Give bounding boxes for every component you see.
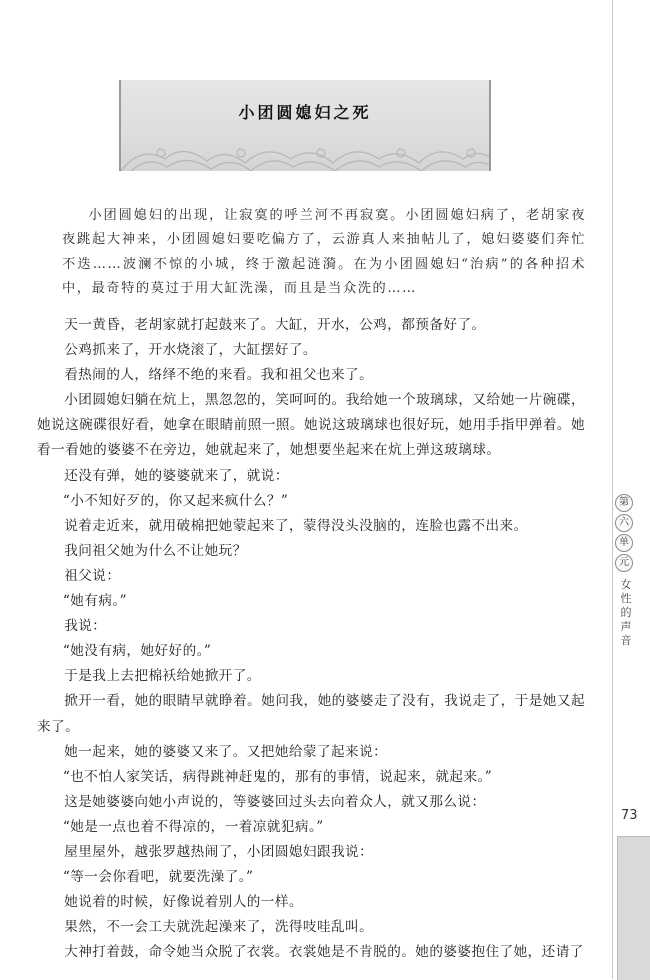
paragraph: 大神打着鼓，命令她当众脱了衣裳。衣裳她是不肯脱的。她的婆婆抱住了她，还请了 (64, 944, 584, 961)
paragraph: “她是一点也着不得凉的，一着凉就犯病。” (62, 818, 324, 835)
intro-paragraph: 小团圆媳妇的出现，让寂寞的呼兰河不再寂寞。小团圆媳妇病了，老胡家夜夜跳起大神来，小团圆媳妇要吃偏方了，云游真人来抽帖儿了，媳妇婆婆们奔忙不迭……波澜不惊的小城，终于激起涟漪。在为小团圆媳妇“治病”的各种招术中，最奇特的莫过于用大缸洗澡，而且是当众洗的…… (62, 208, 586, 297)
paragraph: “小不知好歹的，你又起来疯什么？” (62, 492, 289, 509)
paragraph: 祖父说： (64, 567, 121, 584)
page-title: 小团圆媳妇之死 (238, 103, 372, 122)
paragraph: 我说： (64, 618, 107, 635)
page-number: 73 (621, 808, 638, 823)
body-text (37, 313, 585, 965)
theme-char: 音 (620, 634, 632, 647)
paragraph: 果然，不一会工夫就洗起澡来了，洗得吱哇乱叫。 (64, 919, 374, 936)
page-edge-shade (617, 836, 650, 980)
paragraph: “她没有病，她好好的。” (62, 643, 212, 660)
unit-char: 第 (615, 494, 633, 512)
paragraph: 说着走近来，就用破棉把她蒙起来了，蒙得没头没脑的，连脸也露不出来。 (64, 517, 528, 534)
paragraph: 她一起来，她的婆婆又来了。又把她给蒙了起来说： (64, 743, 388, 760)
theme-char: 的 (620, 606, 632, 619)
title-banner (119, 80, 491, 171)
paragraph: 我问祖父她为什么不让她玩？ (64, 542, 247, 559)
paragraph: 于是我上去把棉袄给她掀开了。 (64, 668, 261, 685)
paragraph: 这是她婆婆向她小声说的，等婆婆回过头去向着众人，就又那么说： (64, 793, 486, 810)
paragraph: 屋里屋外，越张罗越热闹了，小团圆媳妇跟我说： (64, 843, 374, 860)
paragraph: 还没有弹，她的婆婆就来了，就说： (64, 467, 289, 484)
paragraph: 天一黄昏，老胡家就打起鼓来了。大缸，开水，公鸡，都预备好了。 (64, 317, 486, 333)
theme-char: 声 (620, 620, 632, 633)
paragraph: 掀开一看，她的眼睛早就睁着。她问我，她的婆婆走了没有，我说走了，于是她又起来了。 (37, 693, 585, 735)
paragraph: “等一会你看吧，就要洗澡了。” (62, 869, 254, 886)
right-margin-rule (612, 0, 613, 979)
paragraph: 她说着的时候，好像说着别人的一样。 (64, 894, 303, 911)
theme-char: 女 (620, 578, 632, 591)
paragraph: “她有病。” (62, 593, 128, 610)
theme-char: 性 (620, 592, 632, 605)
paragraph: 公鸡抓来了，开水烧滚了，大缸摆好了。 (64, 342, 317, 359)
wave-pattern-icon (121, 141, 489, 171)
unit-label (615, 494, 637, 574)
unit-char: 单 (615, 534, 633, 552)
paragraph: 小团圆媳妇躺在炕上，黑忽忽的，笑呵呵的。我给她一个玻璃球，又给她一片碗碟，她说这碗碟很好看，她拿在眼睛前照一照。她说这玻璃球也很好玩，她用手指甲弹着。她看一看她的婆婆不在旁边，她就起来了，她想要坐起来在炕上弹这玻璃球。 (37, 392, 585, 459)
unit-char: 六 (615, 514, 633, 532)
unit-theme (618, 578, 634, 648)
paragraph: “也不怕人家笑话，病得跳神赶鬼的，那有的事情，说起来，就起来。” (62, 768, 493, 785)
paragraph: 看热闹的人，络绎不绝的来看。我和祖父也来了。 (64, 367, 374, 384)
unit-char: 元 (615, 554, 633, 572)
